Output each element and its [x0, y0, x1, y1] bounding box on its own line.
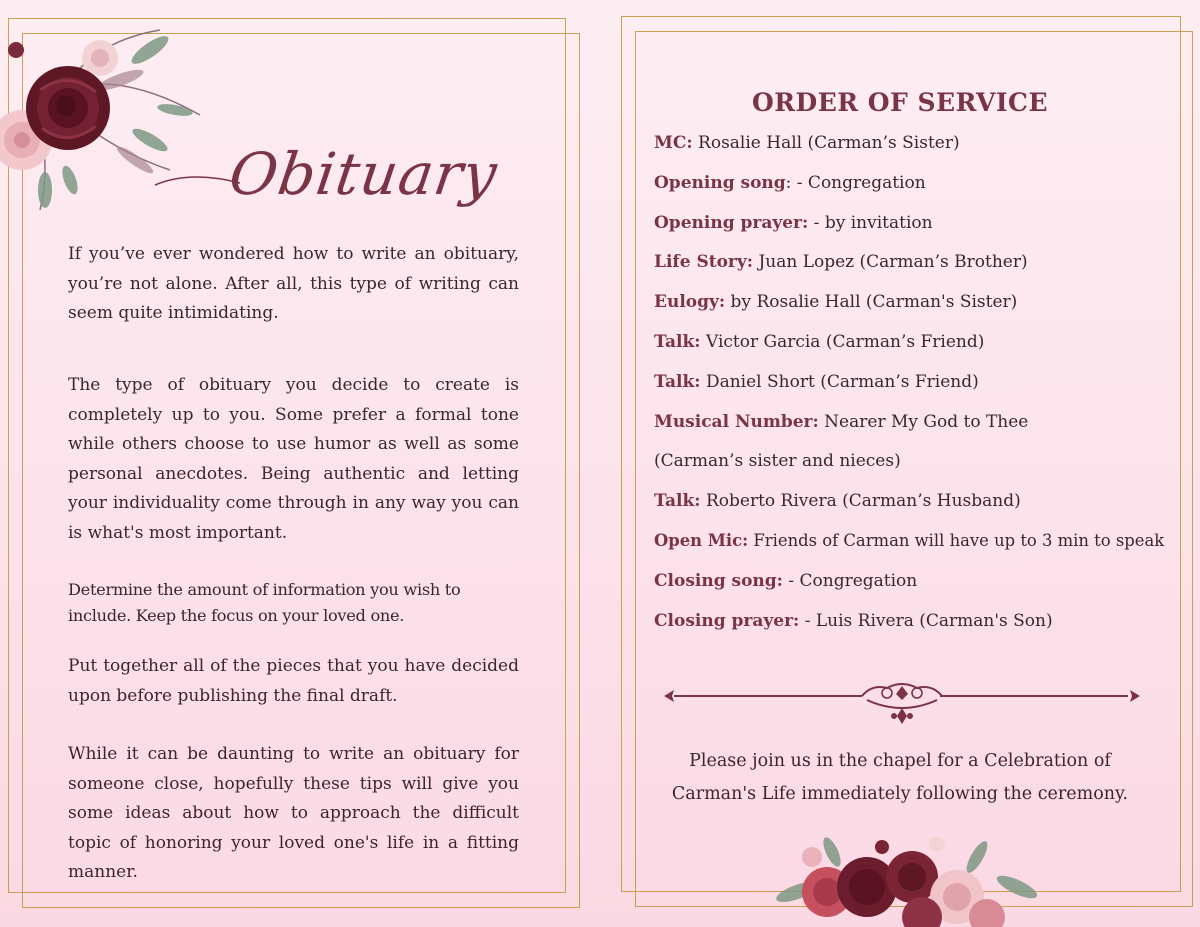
service-item-label: Talk: [654, 331, 701, 352]
service-item-text: by Rosalie Hall (Carman's Sister) [725, 292, 1018, 313]
ornamental-divider [662, 676, 1142, 736]
obituary-paragraph-2: The type of obituary you decide to create is completely up to you. Some prefer a formal tone while others choose to use humor as well as some personal anecdotes. Being authentic and letting your individuality come through in any way you can is what's most important. [68, 375, 519, 543]
service-item-text: (Carman’s sister and nieces) [654, 451, 901, 472]
service-item [654, 173, 1194, 213]
service-item [654, 133, 1194, 173]
service-item-label: Musical Number: [654, 411, 819, 432]
service-item-text: Daniel Short (Carman’s Friend) [700, 371, 979, 392]
service-item [654, 292, 1194, 332]
service-item-label: Talk: [654, 371, 701, 392]
obituary-paragraph-4: Put together all of the pieces that you have decided upon before publishing the final draft. [68, 656, 519, 706]
obituary-paragraph-1: If you’ve ever wondered how to write an obituary, you’re not alone. After all, this type of writing can seem quite intimidating. [68, 244, 519, 323]
service-item-label: Opening prayer: [654, 212, 809, 233]
service-item-text: Nearer My God to Thee [818, 411, 1029, 432]
service-item-text: Victor Garcia (Carman’s Friend) [700, 331, 985, 352]
invitation-line-2: Carman's Life immediately following the ceremony. [671, 784, 1129, 804]
service-item [654, 213, 1194, 253]
service-item-label: Life Story: [654, 252, 754, 273]
service-item [654, 252, 1194, 292]
service-program-list [654, 133, 1194, 650]
service-item-text: Rosalie Hall (Carman’s Sister) [692, 133, 960, 153]
service-item [654, 332, 1194, 372]
service-item-text: Roberto Rivera (Carman’s Husband) [700, 491, 1021, 512]
celebration-invitation [660, 745, 1140, 811]
obituary-paragraph-3: Determine the amount of information you wish to include. Keep the focus on your loved one. [68, 580, 461, 625]
service-item [654, 611, 1194, 651]
service-item-text: - Congregation [782, 570, 918, 591]
obituary-paragraph-5: While it can be daunting to write an obituary for someone close, hopefully these tips will give you some ideas about how to approach the difficult topic of honoring your loved one's life in a fitting manner. [68, 744, 519, 882]
order-of-service-title: ORDER OF SERVICE [751, 88, 1049, 117]
service-item [654, 451, 1194, 491]
service-item [654, 531, 1194, 571]
invitation-line-1: Please join us in the chapel for a Celebration of [689, 751, 1111, 771]
service-item-text: Juan Lopez (Carman’s Brother) [753, 252, 1028, 273]
floral-bottom-decoration [772, 832, 1042, 927]
service-item-text: : - Congregation [785, 172, 926, 193]
service-item-label: MC: [654, 133, 693, 153]
service-item-label: Eulogy: [654, 292, 726, 313]
service-item [654, 412, 1194, 452]
service-item [654, 571, 1194, 611]
order-of-service-panel [600, 0, 1200, 927]
service-item-label: Opening song [654, 172, 786, 193]
service-item-label: Talk: [654, 491, 701, 512]
service-item-label: Closing prayer: [654, 610, 800, 631]
service-item-label: Closing song: [654, 570, 783, 591]
obituary-title: Obituary [225, 140, 502, 208]
service-item [654, 372, 1194, 412]
service-item [654, 491, 1194, 531]
service-item-text: - Luis Rivera (Carman's Son) [799, 610, 1053, 631]
service-item-text: - by invitation [808, 212, 933, 233]
service-item-label: Open Mic: [654, 530, 749, 550]
service-item-text: Friends of Carman will have up to 3 min to speak [748, 530, 1165, 550]
